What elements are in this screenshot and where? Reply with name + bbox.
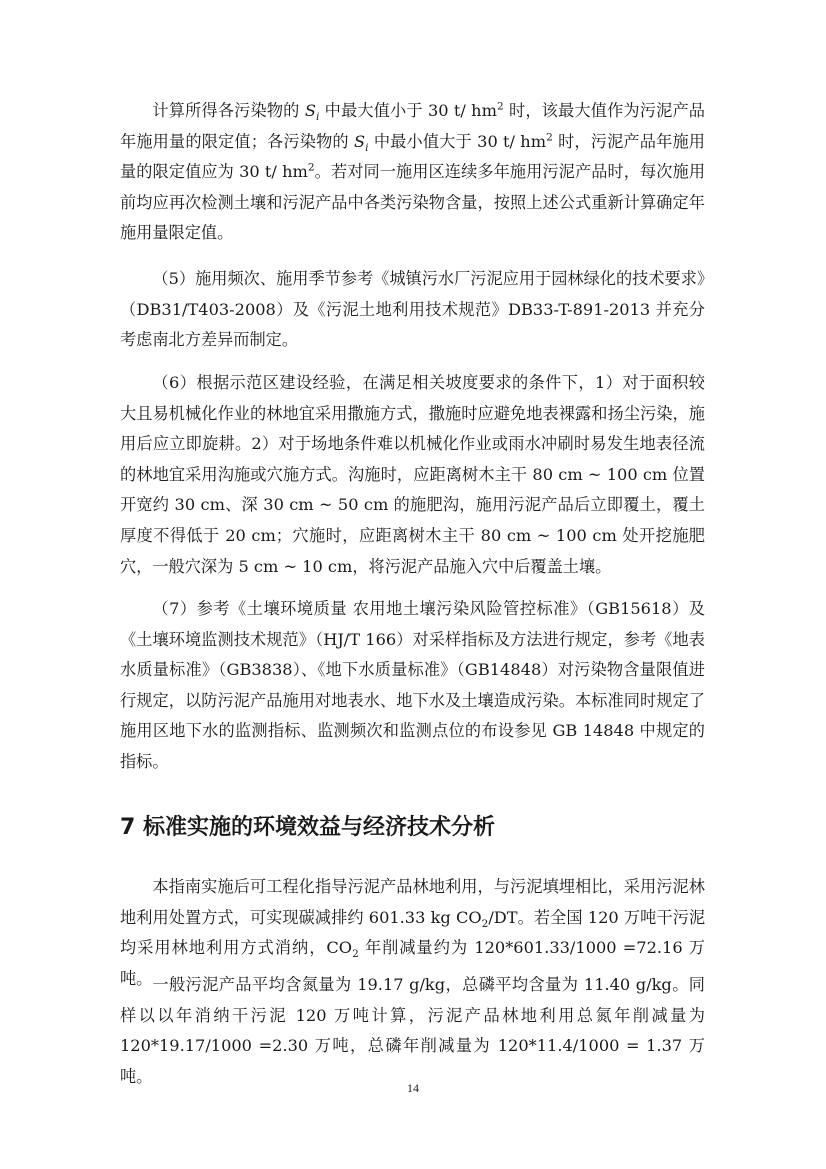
subscript-i: i	[315, 111, 320, 124]
paragraph-item-5: （5）施用频次、施用季节参考《城镇污水厂污泥应用于园林绿化的技术要求》（DB31/T403-2008）及《污泥土地利用技术规范》DB33-T-891-2013 并充分考虑南北方差异而制定。	[120, 269, 705, 350]
paragraph-item-7: （7）参考《土壤环境质量 农用地土壤污染风险管控标准》（GB15618）及《土壤环境监测技术规范》（HJ/T 166）对采样指标及方法进行规定，参考《地表水质量标准》（GB3838）、《地下水质量标准》（GB14848）对污染物含量限值进行规定，以防污泥产品施用对地表水、地下水及土壤造成污染。本标准同时规定了施用区地下水的监测指标、监测频次和监测点位的布设参见 GB 14848 中规定的指标。	[120, 599, 705, 771]
text-run: 中最小值大于 30 t/ hm	[368, 131, 547, 151]
text-run: 计算所得各污染物的	[152, 101, 305, 120]
paragraph-limit-value	[120, 96, 705, 249]
page-number: 14	[407, 1081, 419, 1095]
superscript: 2	[496, 100, 504, 113]
text-run: 中最大值小于 30 t/ hm	[319, 101, 497, 120]
symbol-s: S	[354, 131, 366, 151]
subscript-i: i	[365, 141, 369, 154]
text-run: 本指南实施后可工程化指导污泥产品林地利用，与污泥填埋相比，采用污泥林地利用处置方式，可实现碳减排约 601.33 kg CO	[120, 877, 705, 927]
text-run: 时，该最大值作为污泥产品年施用量的限定值；各污染物的	[120, 101, 705, 151]
text-run: 时，污泥产品年施用量的限定值应为 30 t/ hm	[120, 131, 705, 182]
subscript: 2	[352, 948, 359, 961]
text-run: /DT。若全国 120 万吨干污泥均采用林地利用方式消纳，CO	[120, 907, 706, 958]
section-heading: 7 标准实施的环境效益与经济技术分析	[120, 815, 495, 840]
superscript: 2	[546, 131, 553, 144]
subscript: 2	[481, 917, 489, 930]
text-run: 年削减量约为 120*601.33/1000 =72.16 万吨。	[120, 938, 705, 988]
superscript: 2	[307, 161, 315, 174]
paragraph-nutrient-reduction: 一般污泥产品平均含氮量为 19.17 g/kg，总磷平均含量为 11.40 g/kg。同样以以年消纳干污泥 120 万吨计算，污泥产品林地利用总氮年削减量为 120*19.17/1000 =2.30 万吨，总磷年削减量为 120*11.4/1000 = 1.37 万吨。	[120, 975, 705, 1086]
symbol-s: S	[304, 101, 316, 120]
paragraph-item-6: （6）根据示范区建设经验，在满足相关坡度要求的条件下，1）对于面积较大且易机械化作业的林地宜采用撒施方式，撒施时应避免地表裸露和扬尘污染，施用后应立即旋耕。2）对于场地条件难以机械化作业或雨水冲刷时易发生地表径流的林地宜采用沟施或穴施方式。沟施时，应距离树木主干 80 cm ~ 100 cm 位置开宽约 30 cm、深 30 cm ~ 50 cm 的施肥沟，施用污泥产品后立即覆土，覆土厚度不得低于 20 cm；穴施时，应距离树木主干 80 cm ~ 100 cm 处开挖施肥穴，一般穴深为 5 cm ~ 10 cm，将污泥产品施入穴中后覆盖土壤。	[120, 373, 705, 576]
text-run: 。若对同一施用区连续多年施用污泥产品时，每次施用前均应再次检测土壤和污泥产品中各类污染物含量，按照上述公式重新计算确定年施用量限定值。	[120, 162, 706, 243]
